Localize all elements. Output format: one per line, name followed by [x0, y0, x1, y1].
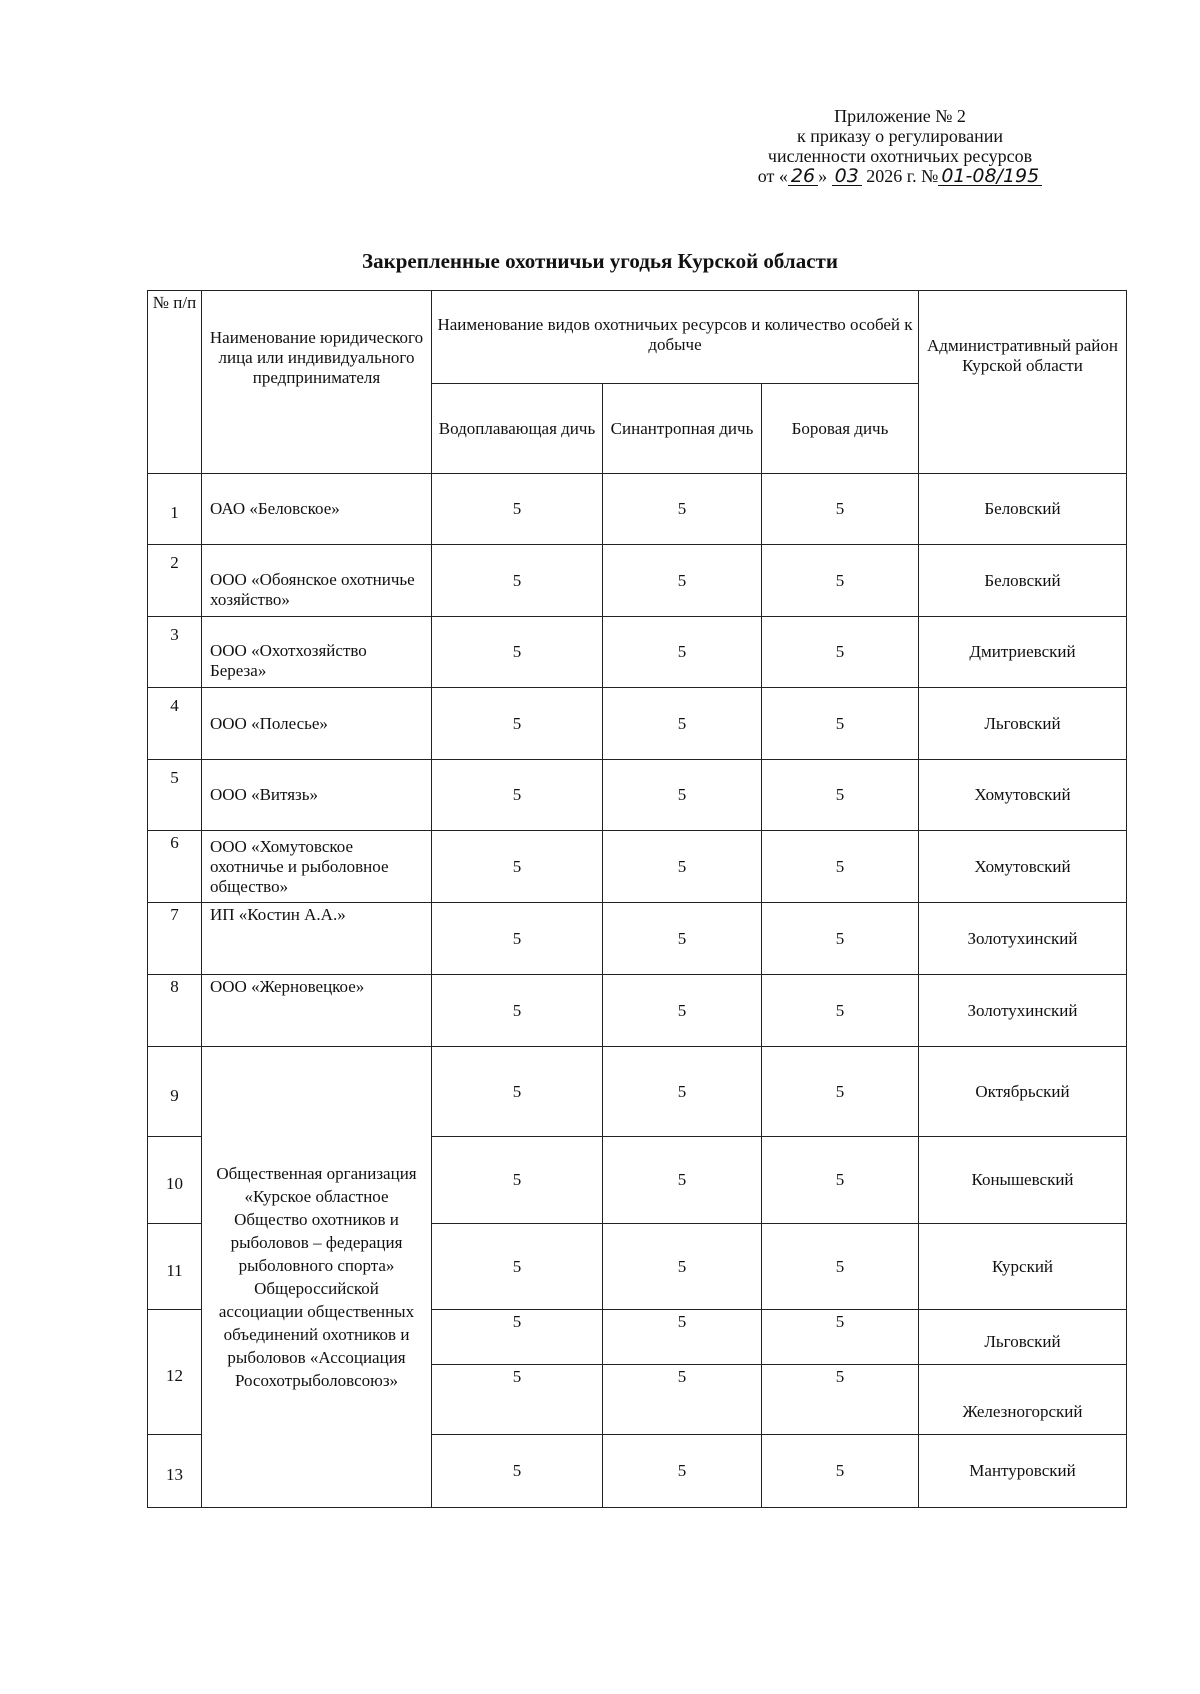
row-upland: 5: [762, 474, 919, 545]
appendix-order-subject: численности охотничьих ресурсов: [767, 146, 1033, 166]
row-org: ИП «Костин А.А.»: [202, 903, 432, 975]
row-synanthropic: 5: [603, 975, 762, 1047]
row-num: 4: [148, 688, 202, 760]
row-synanthropic: 5: [603, 545, 762, 617]
row-district: Беловский: [919, 474, 1127, 545]
row-district: Хомутовский: [919, 831, 1127, 903]
row-upland: 5: [762, 1435, 919, 1508]
row-waterfowl: 5: [432, 1365, 603, 1435]
row-num: 12: [148, 1310, 202, 1435]
row-district: Золотухинский: [919, 903, 1127, 975]
row-synanthropic: 5: [603, 688, 762, 760]
table-row: [148, 760, 1127, 831]
header-waterfowl: Водоплавающая дичь: [432, 384, 603, 474]
row-upland: 5: [762, 1047, 919, 1137]
row-upland: 5: [762, 1365, 919, 1435]
date-prefix: от «: [757, 166, 788, 186]
header-synanthropic: Синантропная дичь: [603, 384, 762, 474]
row-org: ООО «Витязь»: [202, 760, 432, 831]
row-num: 11: [148, 1224, 202, 1310]
appendix-date-line: [720, 166, 1080, 186]
row-waterfowl: 5: [432, 1047, 603, 1137]
table-row: [148, 831, 1127, 903]
merged-org: Общественная организация «Курское областное Общество охотников и рыболовов – федерация рыболовного спорта» Общероссийской ассоциации общественных объединений охотников и рыболовов «Ассоциация Росохотрыболовсоюз»: [202, 1047, 432, 1508]
table-row: [148, 688, 1127, 760]
row-synanthropic: 5: [603, 474, 762, 545]
row-waterfowl: 5: [432, 903, 603, 975]
row-upland: 5: [762, 1137, 919, 1224]
row-upland: 5: [762, 903, 919, 975]
table-row: [148, 545, 1127, 617]
row-synanthropic: 5: [603, 831, 762, 903]
row-waterfowl: 5: [432, 760, 603, 831]
handwritten-day: 26: [788, 167, 818, 186]
handwritten-month: 03: [832, 167, 862, 186]
header-species-group: Наименование видов охотничьих ресурсов и количество особей к добыче: [432, 291, 919, 384]
appendix-number: Приложение № 2: [834, 106, 966, 126]
row-upland: 5: [762, 975, 919, 1047]
table-row: [148, 617, 1127, 688]
row-upland: 5: [762, 1224, 919, 1310]
row-district: Курский: [919, 1224, 1127, 1310]
row-synanthropic: 5: [603, 1435, 762, 1508]
table-row: [148, 975, 1127, 1047]
row-waterfowl: 5: [432, 474, 603, 545]
row-num: 9: [148, 1047, 202, 1137]
row-num: 6: [148, 831, 202, 903]
row-num: 7: [148, 903, 202, 975]
hunting-grounds-table: [147, 290, 1127, 1508]
row-waterfowl: 5: [432, 1137, 603, 1224]
row-org: ОАО «Беловское»: [202, 474, 432, 545]
row-upland: 5: [762, 545, 919, 617]
row-num: 13: [148, 1435, 202, 1508]
row-district: Золотухинский: [919, 975, 1127, 1047]
row-num: 1: [148, 474, 202, 545]
row-waterfowl: 5: [432, 1224, 603, 1310]
row-synanthropic: 5: [603, 1224, 762, 1310]
row-upland: 5: [762, 831, 919, 903]
row-org: ООО «Полесье»: [202, 688, 432, 760]
row-waterfowl: 5: [432, 975, 603, 1047]
row-waterfowl: 5: [432, 1435, 603, 1508]
row-synanthropic: 5: [603, 903, 762, 975]
document-title: Закрепленные охотничьи угодья Курской области: [362, 249, 838, 273]
header-num: № п/п: [148, 291, 202, 474]
row-synanthropic: 5: [603, 760, 762, 831]
row-upland: 5: [762, 760, 919, 831]
row-district: Льговский: [919, 1310, 1127, 1365]
header-org: Наименование юридического лица или индивидуального предпринимателя: [202, 291, 432, 474]
table-row: [148, 1047, 1127, 1137]
row-waterfowl: 5: [432, 688, 603, 760]
row-waterfowl: 5: [432, 617, 603, 688]
row-waterfowl: 5: [432, 545, 603, 617]
row-district: Мантуровский: [919, 1435, 1127, 1508]
row-district: Хомутовский: [919, 760, 1127, 831]
date-mid: »: [818, 166, 828, 186]
table-row: [148, 474, 1127, 545]
row-synanthropic: 5: [603, 1137, 762, 1224]
row-num: 8: [148, 975, 202, 1047]
row-num: 2: [148, 545, 202, 617]
row-org: ООО «Жерновецкое»: [202, 975, 432, 1047]
row-synanthropic: 5: [603, 617, 762, 688]
row-waterfowl: 5: [432, 1310, 603, 1365]
row-org: ООО «Обоянское охотничье хозяйство»: [202, 545, 432, 617]
header-district: Административный район Курской области: [919, 291, 1127, 474]
row-upland: 5: [762, 1310, 919, 1365]
row-num: 10: [148, 1137, 202, 1224]
header-upland: Боровая дичь: [762, 384, 919, 474]
row-org: ООО «Охотхозяйство Береза»: [202, 617, 432, 688]
row-upland: 5: [762, 617, 919, 688]
date-year: 2026 г. №: [866, 166, 939, 186]
row-district: Дмитриевский: [919, 617, 1127, 688]
row-num: 3: [148, 617, 202, 688]
row-synanthropic: 5: [603, 1365, 762, 1435]
row-synanthropic: 5: [603, 1047, 762, 1137]
row-district: Беловский: [919, 545, 1127, 617]
appendix-order-ref: к приказу о регулировании: [796, 126, 1004, 146]
row-district: Конышевский: [919, 1137, 1127, 1224]
row-synanthropic: 5: [603, 1310, 762, 1365]
row-org: ООО «Хомутовское охотничье и рыболовное общество»: [202, 831, 432, 903]
row-district: Льговский: [919, 688, 1127, 760]
row-upland: 5: [762, 688, 919, 760]
row-waterfowl: 5: [432, 831, 603, 903]
row-district: Октябрьский: [919, 1047, 1127, 1137]
row-district: Железногорский: [919, 1365, 1127, 1435]
table-row: [148, 903, 1127, 975]
appendix-header: [720, 106, 1080, 186]
row-num: 5: [148, 760, 202, 831]
handwritten-order-number: 01-08/195: [938, 167, 1042, 186]
